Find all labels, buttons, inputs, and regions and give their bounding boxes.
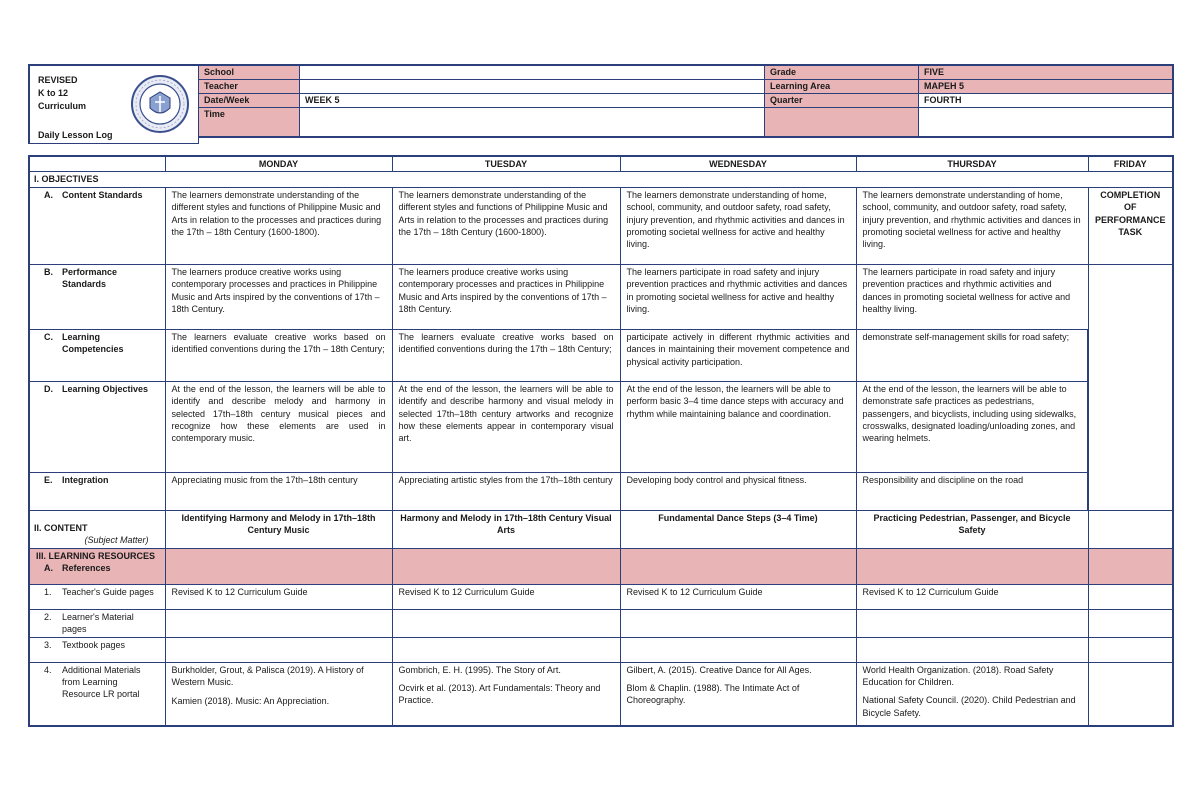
grade-label: Grade [765,65,919,80]
content-sublabel: (Subject Matter) [84,535,149,546]
day-tuesday: TUESDAY [392,156,620,172]
title-line-3: Curriculum [38,101,87,111]
cell-monday: Revised K to 12 Curriculum Guide [165,584,392,609]
time-label: Time [199,108,300,138]
row-label-text: Learning Competencies [62,331,124,355]
row-label [29,472,165,510]
cell-friday [1088,662,1173,726]
learning-area-label: Learning Area [765,80,919,94]
table-row [29,264,1173,329]
reference-entry: Ocvirk et al. (2013). Art Fundamentals: Theory and Practice. [398,683,601,706]
content-wednesday: Fundamental Dance Steps (3–4 Time) [620,510,856,548]
reference-entry: World Health Organization. (2018). Road Safety Education for Children. [862,664,1054,688]
cell-friday [1088,637,1173,662]
header [28,64,1172,143]
row-label [29,637,165,662]
header-title-block [28,64,199,144]
cell-monday [165,662,392,726]
date-week-label: Date/Week [199,94,300,108]
row-index: 3. [44,639,52,650]
row-label-text: Performance Standards [62,266,118,290]
row-label-text: Additional Materials from Learning Resource LR portal [62,664,141,700]
cell-monday: The learners evaluate creative works based on identified conventions during the 17th – 18th Century; [165,329,392,381]
cell-tuesday: Revised K to 12 Curriculum Guide [392,584,620,609]
resources-friday [1088,548,1173,584]
row-label [29,264,165,329]
school-label: School [199,65,300,80]
cell-friday [1088,264,1173,510]
corner-cell [29,156,165,172]
cell-wednesday [620,662,856,726]
cell-monday [165,637,392,662]
lesson-log-table [28,155,1174,727]
cell-friday [1088,609,1173,637]
table-row [29,329,1173,381]
grade-value: FIVE [919,65,1173,80]
resources-label-cell [29,548,165,584]
cell-tuesday: Appreciating artistic styles from the 17th–18th century [392,472,620,510]
row-label [29,609,165,637]
time-field[interactable] [300,108,765,138]
cell-thursday: At the end of the lesson, the learners will be able to demonstrate safe practices as pedestrians, passengers, and bicyclists, including using sidewalks, crosswalks, designated loading/unloading zones, and wearing helmets. [856,381,1088,472]
teacher-label: Teacher [199,80,300,94]
resources-tuesday [392,548,620,584]
day-monday: MONDAY [165,156,392,172]
lesson-log-page [28,64,1172,718]
cell-thursday [856,609,1088,637]
resources-thursday [856,548,1088,584]
quarter-label: Quarter [765,94,919,108]
date-week-value: WEEK 5 [300,94,765,108]
row-label-text: Learner's Material pages [62,611,134,635]
cell-wednesday: participate actively in different rhythmic activities and dances in maintaining their movement competence and physical activity participation. [620,329,856,381]
table-row [29,662,1173,726]
school-field[interactable] [300,65,765,80]
time-extra-label [765,108,919,138]
row-index: 4. [44,664,52,675]
row-index: 2. [44,611,52,622]
cell-tuesday: The learners produce creative works using contemporary processes and practices in Philippine Music and Arts inspired by the conventions of 17th – 18th Century. [392,264,620,329]
reference-entry: Gilbert, A. (2015). Creative Dance for All Ages. [626,664,812,675]
row-label [29,329,165,381]
cell-wednesday: The learners demonstrate understanding of home, school, community, and outdoor safety, road safety, injury prevention, and rhythmic activities and dances in promoting societal wellness for active and healthy living. [620,187,856,264]
title-line-2: K to 12 [38,88,69,98]
resources-wednesday [620,548,856,584]
objectives-section-label: I. OBJECTIVES [29,172,1173,187]
time-extra-field[interactable] [919,108,1173,138]
row-index: C. [44,331,53,342]
row-label-text: Content Standards [62,189,143,200]
row-index: 1. [44,586,52,597]
cell-wednesday: Revised K to 12 Curriculum Guide [620,584,856,609]
table-row [29,609,1173,637]
reference-entry: Gombrich, E. H. (1995). The Story of Art. [398,664,561,675]
row-label [29,662,165,726]
title-line-1: REVISED [38,75,78,85]
cell-wednesday: At the end of the lesson, the learners will be able to perform basic 3–4 time dance steps with accuracy and rhythm while maintaining balance and coordination. [620,381,856,472]
cell-monday [165,609,392,637]
row-label-text: Textbook pages [62,639,126,650]
day-friday: FRIDAY [1088,156,1173,172]
cell-wednesday [620,609,856,637]
table-row [29,381,1173,472]
cell-tuesday [392,609,620,637]
table-row [29,584,1173,609]
objectives-section-row [29,172,1173,187]
quarter-value: FOURTH [919,94,1173,108]
references-label: References [62,563,111,574]
resources-section-row [29,548,1173,584]
reference-entry: National Safety Council. (2020). Child Pedestrian and Bicycle Safety. [862,695,1076,718]
cell-thursday: demonstrate self-management skills for road safety; [856,329,1088,381]
header-info-table [198,64,1174,138]
row-label-text: Learning Objectives [62,383,149,394]
row-index: A. [44,189,53,200]
content-tuesday: Harmony and Melody in 17th–18th Century Visual Arts [392,510,620,548]
day-wednesday: WEDNESDAY [620,156,856,172]
row-index: E. [44,474,53,485]
content-label: II. CONTENT [34,523,88,533]
deped-seal-icon [130,74,190,134]
cell-thursday: The learners participate in road safety and injury prevention practices and rhythmic activities and dances in promoting societal wellness for active and healthy living. [856,264,1088,329]
cell-monday: Appreciating music from the 17th–18th century [165,472,392,510]
day-header-row [29,156,1173,172]
friday-performance-task: COMPLETION OF PERFORMANCE TASK [1088,187,1173,264]
cell-wednesday: Developing body control and physical fitness. [620,472,856,510]
table-row [29,637,1173,662]
resources-label: III. LEARNING RESOURCES [36,550,156,561]
cell-wednesday [620,637,856,662]
content-label-cell [29,510,165,548]
reference-entry: Kamien (2018). Music: An Appreciation. [171,696,330,707]
cell-monday: At the end of the lesson, the learners will be able to identify and describe melody and harmony in selected 17th–18th century musical pieces and recognize how these elements are used in contemporary music. [165,381,392,472]
content-friday [1088,510,1173,548]
cell-thursday: Revised K to 12 Curriculum Guide [856,584,1088,609]
cell-thursday [856,637,1088,662]
cell-monday: The learners produce creative works using contemporary processes and practices in Philippine Music and Arts inspired by the conventions of 17th – 18th Century. [165,264,392,329]
cell-monday: The learners demonstrate understanding of the different styles and functions of Philippine Music and Arts in relation to the processes and practices during the 17th – 18th Century (1600-1800). [165,187,392,264]
references-index: A. [44,563,53,574]
reference-entry: Blom & Chaplin. (1988). The Intimate Act of Choreography. [626,683,800,706]
content-thursday: Practicing Pedestrian, Passenger, and Bicycle Safety [856,510,1088,548]
teacher-field[interactable] [300,80,765,94]
row-label [29,584,165,609]
learning-area-value: MAPEH 5 [919,80,1173,94]
table-row [29,187,1173,264]
cell-tuesday: The learners demonstrate understanding of the different styles and functions of Philippine Music and Arts in relation to the processes and practices during the 17th – 18th Century (1600-1800). [392,187,620,264]
row-label-text: Teacher's Guide pages [62,586,154,597]
cell-thursday: The learners demonstrate understanding of home, school, community, and outdoor safety, road safety, injury prevention, and rhythmic activities and dances in promoting societal wellness for active and healthy living. [856,187,1088,264]
reference-entry: Burkholder, Grout, & Palisca (2019). A History of Western Music. [171,664,364,688]
cell-tuesday: The learners evaluate creative works based on identified conventions during the 17th – 18th Century; [392,329,620,381]
cell-wednesday: The learners participate in road safety and injury prevention practices and rhythmic activities and dances in promoting societal wellness for active and healthy living. [620,264,856,329]
table-row [29,472,1173,510]
log-label: Daily Lesson Log [38,130,113,140]
row-index: D. [44,383,53,394]
row-label [29,187,165,264]
cell-thursday: Responsibility and discipline on the road [856,472,1088,510]
cell-friday [1088,584,1173,609]
row-label-text: Integration [62,474,109,485]
cell-tuesday [392,662,620,726]
day-thursday: THURSDAY [856,156,1088,172]
content-row [29,510,1173,548]
row-label [29,381,165,472]
cell-thursday [856,662,1088,726]
cell-tuesday: At the end of the lesson, the learners will be able to identify and describe harmony and visual melody in selected 17th–18th century artworks and recognize how these elements appear in contemporary visual art. [392,381,620,472]
content-monday: Identifying Harmony and Melody in 17th–18th Century Music [165,510,392,548]
resources-monday [165,548,392,584]
row-index: B. [44,266,53,277]
cell-tuesday [392,637,620,662]
